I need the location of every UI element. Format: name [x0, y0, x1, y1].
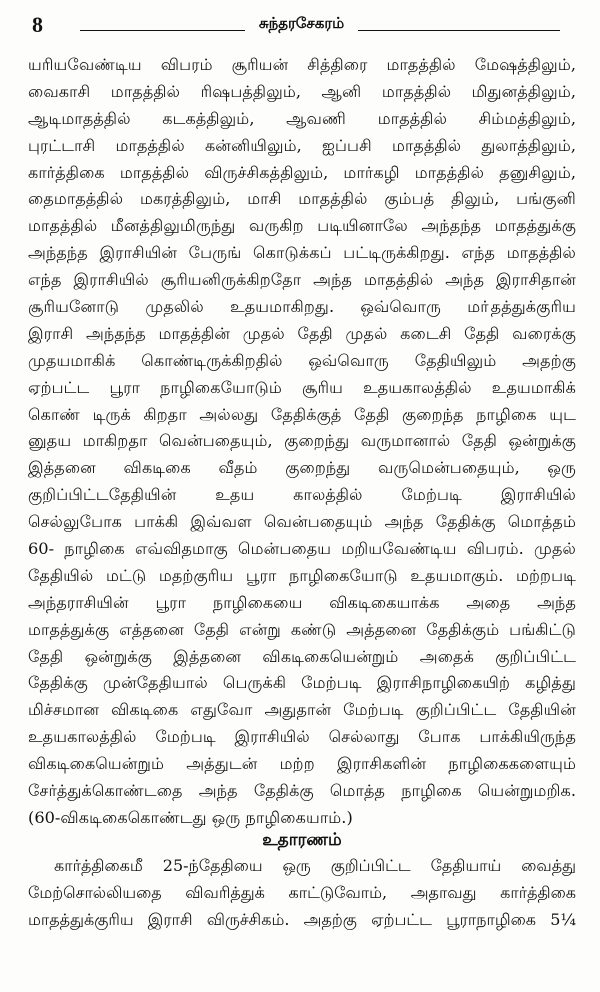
text-line: மாதத்தில் மீனத்திலுமிருந்து வருகிற படியினாலே அந்தந்த மாதத்துக்கு	[28, 216, 576, 236]
text-line: (60-விகடிகைகொண்டது ஒரு நாழிகையாம்.)	[28, 807, 353, 827]
text-line: 60- நாழிகை எவ்விதமாகு மென்பதைய மறியவேண்டிய விபரம். முதல்	[28, 539, 576, 559]
text-line: விகடிகையென்றும் அத்துடன் மற்ற இராசிகளின் நாழிகைகளையும்	[28, 754, 576, 774]
text-line: மாதத்துக்கு எத்தனை தேதி என்று கண்டு அத்தனை தேதிக்கும் பங்கிட்டு	[28, 619, 576, 639]
header-rule-right	[358, 30, 560, 31]
text-line: ஆடிமாதத்தில் கடகத்திலும், ஆவணி மாதத்தில் சிம்மத்திலும்,	[28, 108, 576, 128]
page-header	[20, 12, 580, 42]
header-rule-left	[80, 30, 245, 31]
text-line: எந்த இராசியில் சூரியனிருக்கிறதோ அந்த மாதத்தில் அந்த இராசிதான்	[28, 270, 576, 290]
text-line: மிச்சமான விகடிகை எதுவோ அதுதான் மேற்படி குறிப்பிட்ட தேதியின்	[28, 700, 576, 720]
text-line: கார்த்திகைமீ 25-ந்தேதியை ஒரு குறிப்பிட்ட தேதியாய் வைத்து	[54, 856, 576, 875]
text-line: முதயமாகிக் கொண்டிருக்கிறதில் ஒவ்வொரு தேதியிலும் அதற்கு	[28, 350, 576, 370]
text-line: புரட்டாசி மாதத்தில் கன்னியிலும், ஐப்பசி மாதத்தில் துலாத்திலும்,	[28, 135, 576, 155]
text-line: கார்த்திகை மாதத்தில் விருச்சிகத்திலும், மார்கழி மாதத்தில் தனுசிலும்,	[28, 162, 576, 182]
text-line: மேற்சொல்லியதை விவரித்துக் காட்டுவோம், அதாவது கார்த்திகை	[28, 882, 576, 902]
text-line: மாதத்துக்குரிய இராசி விருச்சிகம். அதற்கு ஏற்பட்ட பூராநாழிகை 5¼	[28, 909, 576, 929]
text-line: இத்தனை விகடிகை வீதம் குறைந்து வருமென்பதையும், ஒரு	[28, 458, 576, 478]
section-paragraph	[28, 853, 576, 934]
page-number: 8	[32, 12, 43, 37]
text-line: னுதய மாகிறதா வென்பதையும், குறைந்து வருமானால் தேதி ஒன்றுக்கு	[28, 431, 576, 451]
text-line: தைமாதத்தில் மகரத்திலும், மாசி மாதத்தில் கும்பத் திலும், பங்குனி	[28, 189, 576, 209]
text-line: அந்தந்த இராசியின் பேருங் கொடுக்கப் பட்டிருக்கிறது. எந்த மாதத்தில்	[28, 243, 576, 263]
text-line: அந்தராசியின் பூரா நாழிகையை விகடிகையாக்க அதை அந்த	[28, 592, 576, 612]
text-line: தேதிக்கு முன்தேதியால் பெருக்கி மேற்படி இராசிநாழிகையிற் கழித்து	[28, 673, 576, 693]
section-heading: உதாரணம்	[262, 830, 342, 850]
text-line: இராசி அந்தந்த மாதத்தின் முதல் தேதி முதல் கடைசி தேதி வரைக்கு	[28, 323, 576, 343]
text-line: சேர்த்துக்கொண்டதை அந்த தேதிக்கு மொத்த நாழிகை யென்றுமறிக.	[28, 781, 576, 801]
text-line: தேதியில் மட்டு மதற்குரிய பூரா நாழிகையோடு உதயமாகும். மற்றபடி	[28, 565, 576, 585]
text-line: உதயகாலத்தில் மேற்படி இராசியில் செல்லாது போக பாக்கியிருந்த	[28, 727, 576, 747]
text-line: தேதி ஒன்றுக்கு இத்தனை விகடிகையென்றும் அதைக் குறிப்பிட்ட	[28, 646, 576, 666]
text-line: கொண் டிருக் கிறதா அல்லது தேதிக்குத் தேதி குறைந்த நாழிகை யுட	[28, 404, 576, 424]
text-line: ஏற்பட்ட பூரா நாழிகையோடும் சூரிய உதயகாலத்தில் உதயமாகிக்	[28, 377, 576, 397]
text-line: செல்லுபோக பாக்கி இவ்வள வென்பதையும் அந்த தேதிக்கு மொத்தம்	[28, 512, 576, 532]
text-line: குறிப்பிட்டதேதியின் உதய காலத்தில் மேற்படி இராசியில்	[28, 485, 576, 505]
running-title: சுந்தரசேகரம்	[258, 14, 345, 32]
text-line: சூரியனோடு முதலில் உதயமாகிறது. ஒவ்வொரு மா்தத்துக்குரிய	[28, 297, 576, 317]
body-paragraph	[28, 52, 576, 832]
text-line: யரியவேண்டிய விபரம் சூரியன் சித்திரை மாதத்தில் மேஷத்திலும்,	[28, 55, 576, 74]
example-section	[28, 827, 576, 934]
text-line: வைகாசி மாதத்தில் ரிஷபத்திலும், ஆனி மாதத்தில் மிதுனத்திலும்,	[28, 81, 576, 101]
